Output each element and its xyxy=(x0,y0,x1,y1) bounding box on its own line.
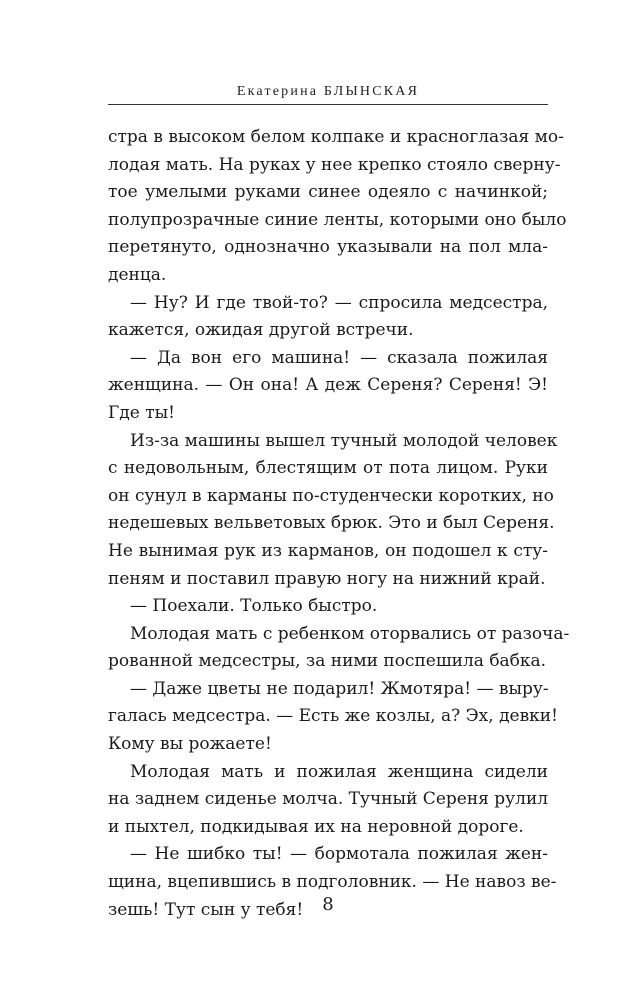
text-line: галась медсестра. — Есть же козлы, а? Эх, девки! xyxy=(108,706,558,727)
text-line: — Да вон его машина! — сказала пожилая xyxy=(130,347,548,368)
text-line: женщина. — Он она! А деж Сереня? Сереня! Э! xyxy=(108,375,548,396)
text-line: пеням и поставил правую ногу на нижний край. xyxy=(108,568,546,589)
text-line: с недовольным, блестящим от пота лицом. Руки xyxy=(108,458,548,479)
text-line: Не вынимая рук из карманов, он подошел к сту- xyxy=(108,540,548,561)
text-line: Кому вы рожаете! xyxy=(108,734,272,755)
text-line: рованной медсестры, за ними поспешила бабка. xyxy=(108,651,547,672)
text-line: Где ты! xyxy=(108,402,175,423)
text-line: полупрозрачные синие ленты, которыми оно было xyxy=(108,209,567,230)
text-line: денца. xyxy=(108,264,167,285)
text-line: он сунул в карманы по-студенчески коротких, но xyxy=(108,485,554,506)
text-line: лодая мать. На руках у нее крепко стояло сверну- xyxy=(108,154,561,175)
body-text xyxy=(108,124,570,924)
text-line: щина, вцепившись в подголовник. — Не навоз ве- xyxy=(108,872,557,893)
text-line: стра в высоком белом колпаке и красноглазая мо- xyxy=(108,127,564,147)
text-line: тое умелыми руками синее одеяло с начинкой; xyxy=(108,182,548,203)
page-number: 8 xyxy=(322,894,334,915)
text-line: перетянуто, однозначно указывали на пол мла- xyxy=(108,237,548,258)
text-line: и пыхтел, подкидывая их на неровной дороге. xyxy=(108,816,524,837)
text-line: недешевых вельветовых брюк. Это и был Сереня. xyxy=(108,513,555,534)
text-line: Молодая мать и пожилая женщина сидели xyxy=(130,761,548,782)
header-rule xyxy=(108,104,548,105)
running-head: Екатерина БЛЫНСКАЯ xyxy=(236,84,420,99)
text-line: кажется, ожидая другой встречи. xyxy=(108,320,414,341)
text-line: — Поехали. Только быстро. xyxy=(130,596,378,617)
text-line: Из-за машины вышел тучный молодой человек xyxy=(130,430,558,451)
text-line: на заднем сиденье молча. Тучный Сереня рулил xyxy=(108,789,549,810)
text-line: — Ну? И где твой-то? — спросила медсестра, xyxy=(130,292,548,313)
text-line: зешь! Тут сын у тебя! xyxy=(108,899,304,920)
text-line: — Не шибко ты! — бормотала пожилая жен- xyxy=(130,844,548,865)
text-line: Молодая мать с ребенком оторвались от разоча- xyxy=(130,623,570,644)
text-line: — Даже цветы не подарил! Жмотяра! — выру- xyxy=(130,678,549,699)
